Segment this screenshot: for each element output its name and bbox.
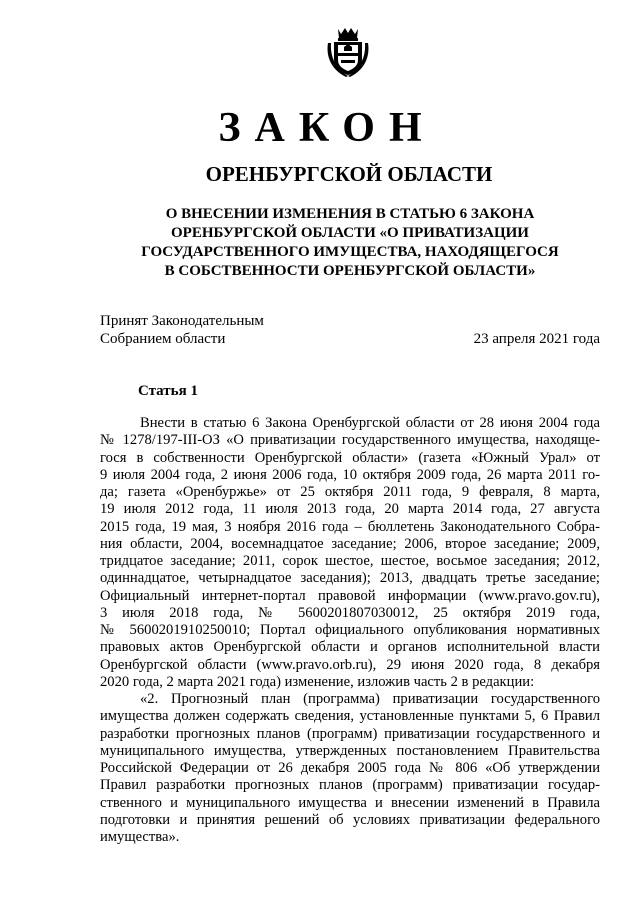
law-region: ОРЕНБУРГСКОЙ ОБЛАСТИ	[205, 162, 493, 186]
body-line: правовых актов Оренбургской области и органов исполнительной власти	[100, 639, 600, 656]
body-line: ственного и муниципального имущества и внесении изменений в Правила	[100, 794, 600, 811]
body-line: Оренбургской области (www.pravo.orb.ru), 29 июня 2020 года, 8 декабря	[100, 656, 600, 673]
body-line: 3 июля 2018 года, № 5600201807030012, 25 октября 2019 года,	[100, 604, 600, 621]
article-heading: Статья 1	[138, 383, 198, 399]
body-line: 9 июля 2004 года, 2 июня 2006 года, 10 октября 2009 года, 26 марта 2011 го-	[100, 466, 600, 483]
law-name-line: ГОСУДАРСТВЕННОГО ИМУЩЕСТВА, НАХОДЯЩЕГОСЯ	[141, 244, 559, 260]
law-name	[100, 205, 600, 281]
article-body	[100, 415, 600, 846]
body-line: 2015 года, 19 мая, 3 ноября 2016 года – бюллетень Законодательного Собра-	[100, 518, 600, 535]
adopted-by-line: Собранием области	[100, 331, 226, 347]
body-line: 19 июля 2012 года, 11 июля 2013 года, 20 марта 2014 года, 27 августа	[100, 501, 600, 518]
body-line: Внести в статью 6 Закона Оренбургской области от 28 июня 2004 года	[140, 415, 600, 431]
body-line: разработки прогнозных планов (программ) приватизации государственного и	[100, 725, 600, 742]
body-line: «2. Прогнозный план (программа) приватизации государственного	[140, 691, 600, 707]
body-line: 2020 года, 2 марта 2021 года) изменение, изложив часть 2 в редакции:	[100, 673, 535, 690]
adopted-by	[100, 312, 264, 348]
body-line: подготовки и принятия решений об условиях приватизации федерального	[100, 811, 600, 828]
body-line: Правил разработки прогнозных планов (программ) приватизации государ-	[100, 777, 600, 794]
body-line: Российской Федерации от 26 декабря 2005 года № 806 «Об утверждении	[100, 760, 600, 776]
adopted-by-line: Принят Законодательным	[100, 313, 264, 329]
adopted-date: 23 апреля 2021 года	[473, 331, 600, 347]
body-line: тридцатое заседание; 2011, сорок шестое, шестое, восьмое заседания; 2012,	[100, 553, 600, 569]
body-line: № 5600201910250010; Портал официального опубликования нормативных	[100, 622, 600, 638]
body-line: Официальный интернет-портал правовой информации (www.pravo.gov.ru),	[100, 587, 600, 604]
coat-of-arms-icon	[326, 27, 370, 79]
body-line: одиннадцатое, четырнадцатое заседания); 2013, двадцать третье заседание;	[100, 570, 600, 587]
law-name-line: В СОБСТВЕННОСТИ ОРЕНБУРГСКОЙ ОБЛАСТИ»	[164, 263, 536, 279]
body-line: муниципального имущества, утвержденных постановлением Правительства	[100, 742, 600, 759]
body-line: ния области, 2004, восемнадцатое заседание; 2006, второе заседание; 2009,	[100, 535, 600, 552]
body-line: гося в собственности Оренбургской области» (газета «Южный Урал» от	[100, 449, 600, 466]
body-line: № 1278/197-III-ОЗ «О приватизации государственного имущества, находяще-	[100, 432, 600, 449]
law-title: ЗАКОН	[218, 105, 436, 151]
body-line: имущества должен содержать сведения, установленные пунктами 5, 6 Правил	[100, 708, 600, 725]
body-line: да; газета «Оренбуржье» от 25 октября 2011 года, 9 февраля, 8 марта,	[100, 484, 600, 500]
body-line: имущества».	[100, 829, 180, 845]
law-name-line: О ВНЕСЕНИИ ИЗМЕНЕНИЯ В СТАТЬЮ 6 ЗАКОНА	[165, 206, 535, 222]
law-name-line: ОРЕНБУРГСКОЙ ОБЛАСТИ «О ПРИВАТИЗАЦИИ	[171, 225, 529, 241]
